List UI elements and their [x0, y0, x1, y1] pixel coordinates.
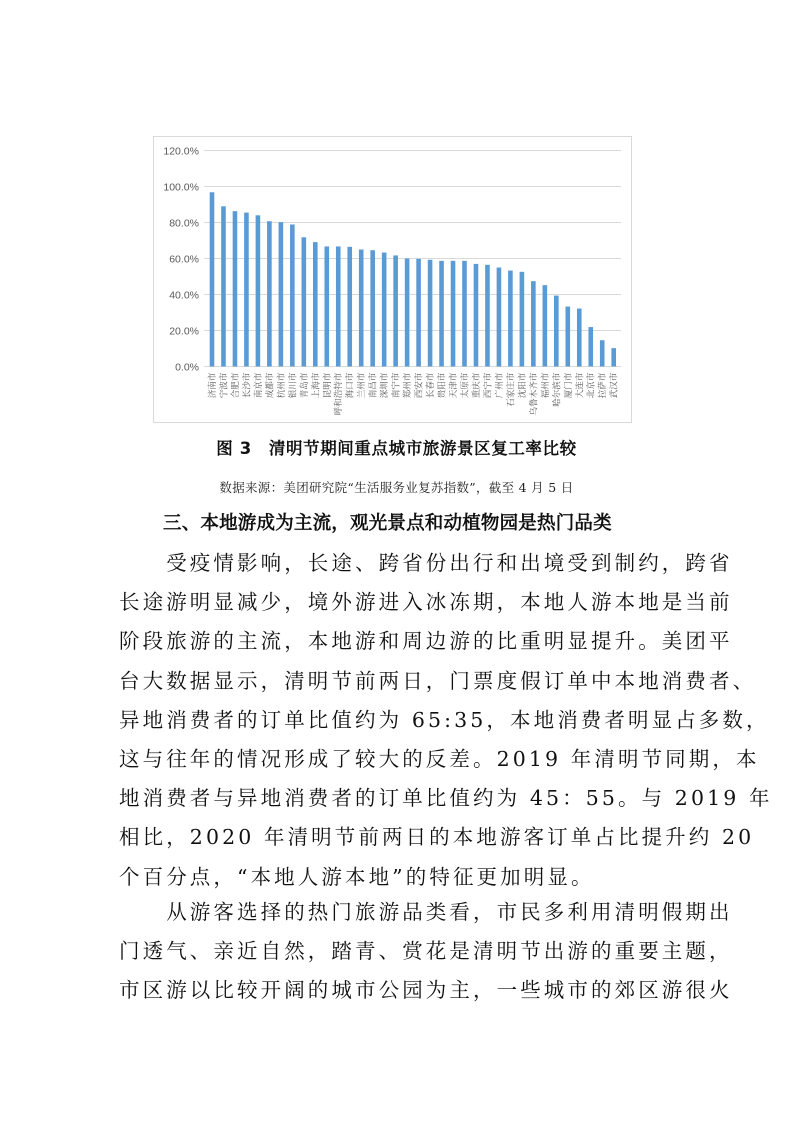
x-category-label: 宁波市 [219, 372, 230, 399]
bar [588, 327, 593, 366]
bar [531, 281, 536, 366]
text-line: 台大数据显示，清明节前两日，门票度假订单中本地消费者、 [119, 668, 757, 693]
bar [451, 261, 456, 367]
bar-chart-city-scenic-reopening [153, 136, 632, 423]
x-category-label: 西安市 [414, 372, 425, 399]
bar [256, 215, 261, 366]
text-line: 长途游明显减少，境外游进入冰冻期，本地人游本地是当前 [119, 590, 733, 615]
x-category-label: 北京市 [586, 372, 597, 399]
x-category-label: 南京市 [253, 372, 264, 399]
x-category-label: 太原市 [460, 372, 471, 399]
x-category-label: 哈尔滨市 [552, 372, 563, 407]
bar [279, 222, 284, 366]
y-tick-label: 100.0% [163, 181, 199, 194]
text-line: 受疫情影响，长途、跨省份出行和出境受到制约，跨省 [119, 551, 733, 575]
x-category-label: 郑州市 [403, 372, 414, 399]
x-category-label: 成都市 [265, 372, 276, 399]
x-category-label: 呼和浩特市 [334, 372, 345, 416]
bar [290, 224, 295, 366]
bar [347, 247, 352, 367]
body-paragraph-local-tourism [119, 544, 773, 897]
bar [336, 246, 341, 366]
x-category-label: 贵阳市 [437, 372, 448, 399]
x-category-label: 厦门市 [563, 372, 574, 399]
x-category-label: 福州市 [540, 372, 551, 399]
x-category-label: 杭州市 [276, 372, 287, 399]
x-category-label: 重庆市 [471, 372, 482, 399]
text-line: 个百分点，“本地人游本地”的特征更加明显。 [119, 864, 595, 889]
bar [313, 242, 318, 366]
bar [600, 340, 605, 366]
text-line: 异地消费者的订单比值约为 65:35，本地消费者明显占多数， [119, 707, 770, 732]
bar [210, 192, 215, 366]
section-heading: 三、本地游成为主流，观光景点和动植物园是热门品类 [163, 513, 612, 534]
bar [543, 285, 548, 366]
x-category-label: 天津市 [449, 372, 460, 399]
y-tick-label: 40.0% [169, 289, 199, 302]
x-category-label: 大连市 [575, 372, 586, 399]
bar [382, 253, 387, 367]
x-category-label: 长春市 [426, 372, 437, 399]
bar [577, 309, 582, 367]
bar [370, 250, 375, 366]
x-category-label: 武汉市 [609, 372, 620, 399]
y-tick-label: 60.0% [169, 253, 199, 266]
y-tick-label: 20.0% [169, 325, 199, 338]
bar [405, 259, 410, 367]
x-category-label: 拉萨市 [598, 372, 609, 399]
body-paragraph-popular-categories [119, 893, 733, 1011]
bar [439, 261, 444, 367]
x-category-label: 银川市 [288, 372, 299, 399]
x-category-label: 昆明市 [322, 372, 333, 399]
x-category-label: 广州市 [494, 372, 505, 399]
text-line: 市区游以比较开阔的城市公园为主，一些城市的郊区游很火 [119, 978, 733, 1003]
bar [554, 296, 559, 367]
bar [508, 271, 513, 367]
bar [359, 250, 364, 367]
x-category-label: 合肥市 [230, 372, 241, 399]
bar [474, 264, 479, 367]
x-category-label: 青岛市 [299, 372, 310, 399]
bar [244, 213, 249, 367]
bar [267, 221, 272, 366]
bar [428, 260, 433, 367]
x-category-label: 石家庄市 [506, 372, 517, 407]
figure-caption: 图 3 清明节期间重点城市旅游景区复工率比较 [216, 439, 577, 458]
text-line: 阶段旅游的主流，本地游和周边游的比重明显提升。美团平 [119, 629, 733, 654]
text-line: 这与往年的情况形成了较大的反差。2019 年清明节同期，本 [119, 746, 760, 771]
x-category-label: 海口市 [345, 372, 356, 399]
bar [485, 265, 490, 367]
bar [462, 261, 467, 367]
data-source-note: 数据来源：美团研究院“生活服务业复苏指数”，截至 4 月 5 日 [219, 480, 574, 495]
text-line: 相比，2020 年清明节前两日的本地游客订单占比提升约 20 [119, 825, 755, 850]
bar [233, 211, 238, 366]
bar [565, 307, 570, 367]
text-line: 从游客选择的热门旅游品类看，市民多利用清明假期出 [119, 900, 733, 924]
x-category-label: 南宁市 [391, 372, 402, 399]
text-line: 门透气、亲近自然，踏青、赏花是清明节出游的重要主题， [119, 939, 733, 964]
y-tick-label: 80.0% [169, 217, 199, 230]
bar [324, 246, 329, 366]
x-category-label: 长沙市 [242, 372, 253, 399]
x-category-label: 南昌市 [368, 372, 379, 399]
text-line: 地消费者与异地消费者的订单比值约为 45：55。与 2019 年 [119, 786, 773, 811]
y-tick-label: 0.0% [175, 361, 199, 374]
bar [302, 237, 307, 366]
y-tick-label: 120.0% [163, 145, 199, 158]
x-category-label: 兰州市 [357, 372, 368, 399]
chart-plot-area [154, 137, 633, 424]
x-category-label: 乌鲁木齐市 [529, 372, 540, 416]
x-category-label: 深圳市 [380, 372, 391, 399]
x-category-label: 西宁市 [483, 372, 494, 399]
bar [393, 255, 398, 366]
bar [221, 206, 226, 366]
x-category-label: 上海市 [311, 372, 322, 399]
bar [520, 272, 525, 367]
x-category-label: 济南市 [208, 372, 218, 399]
bar [497, 268, 502, 367]
bar [416, 259, 421, 367]
bar [611, 348, 616, 366]
x-category-label: 沈阳市 [517, 372, 528, 399]
